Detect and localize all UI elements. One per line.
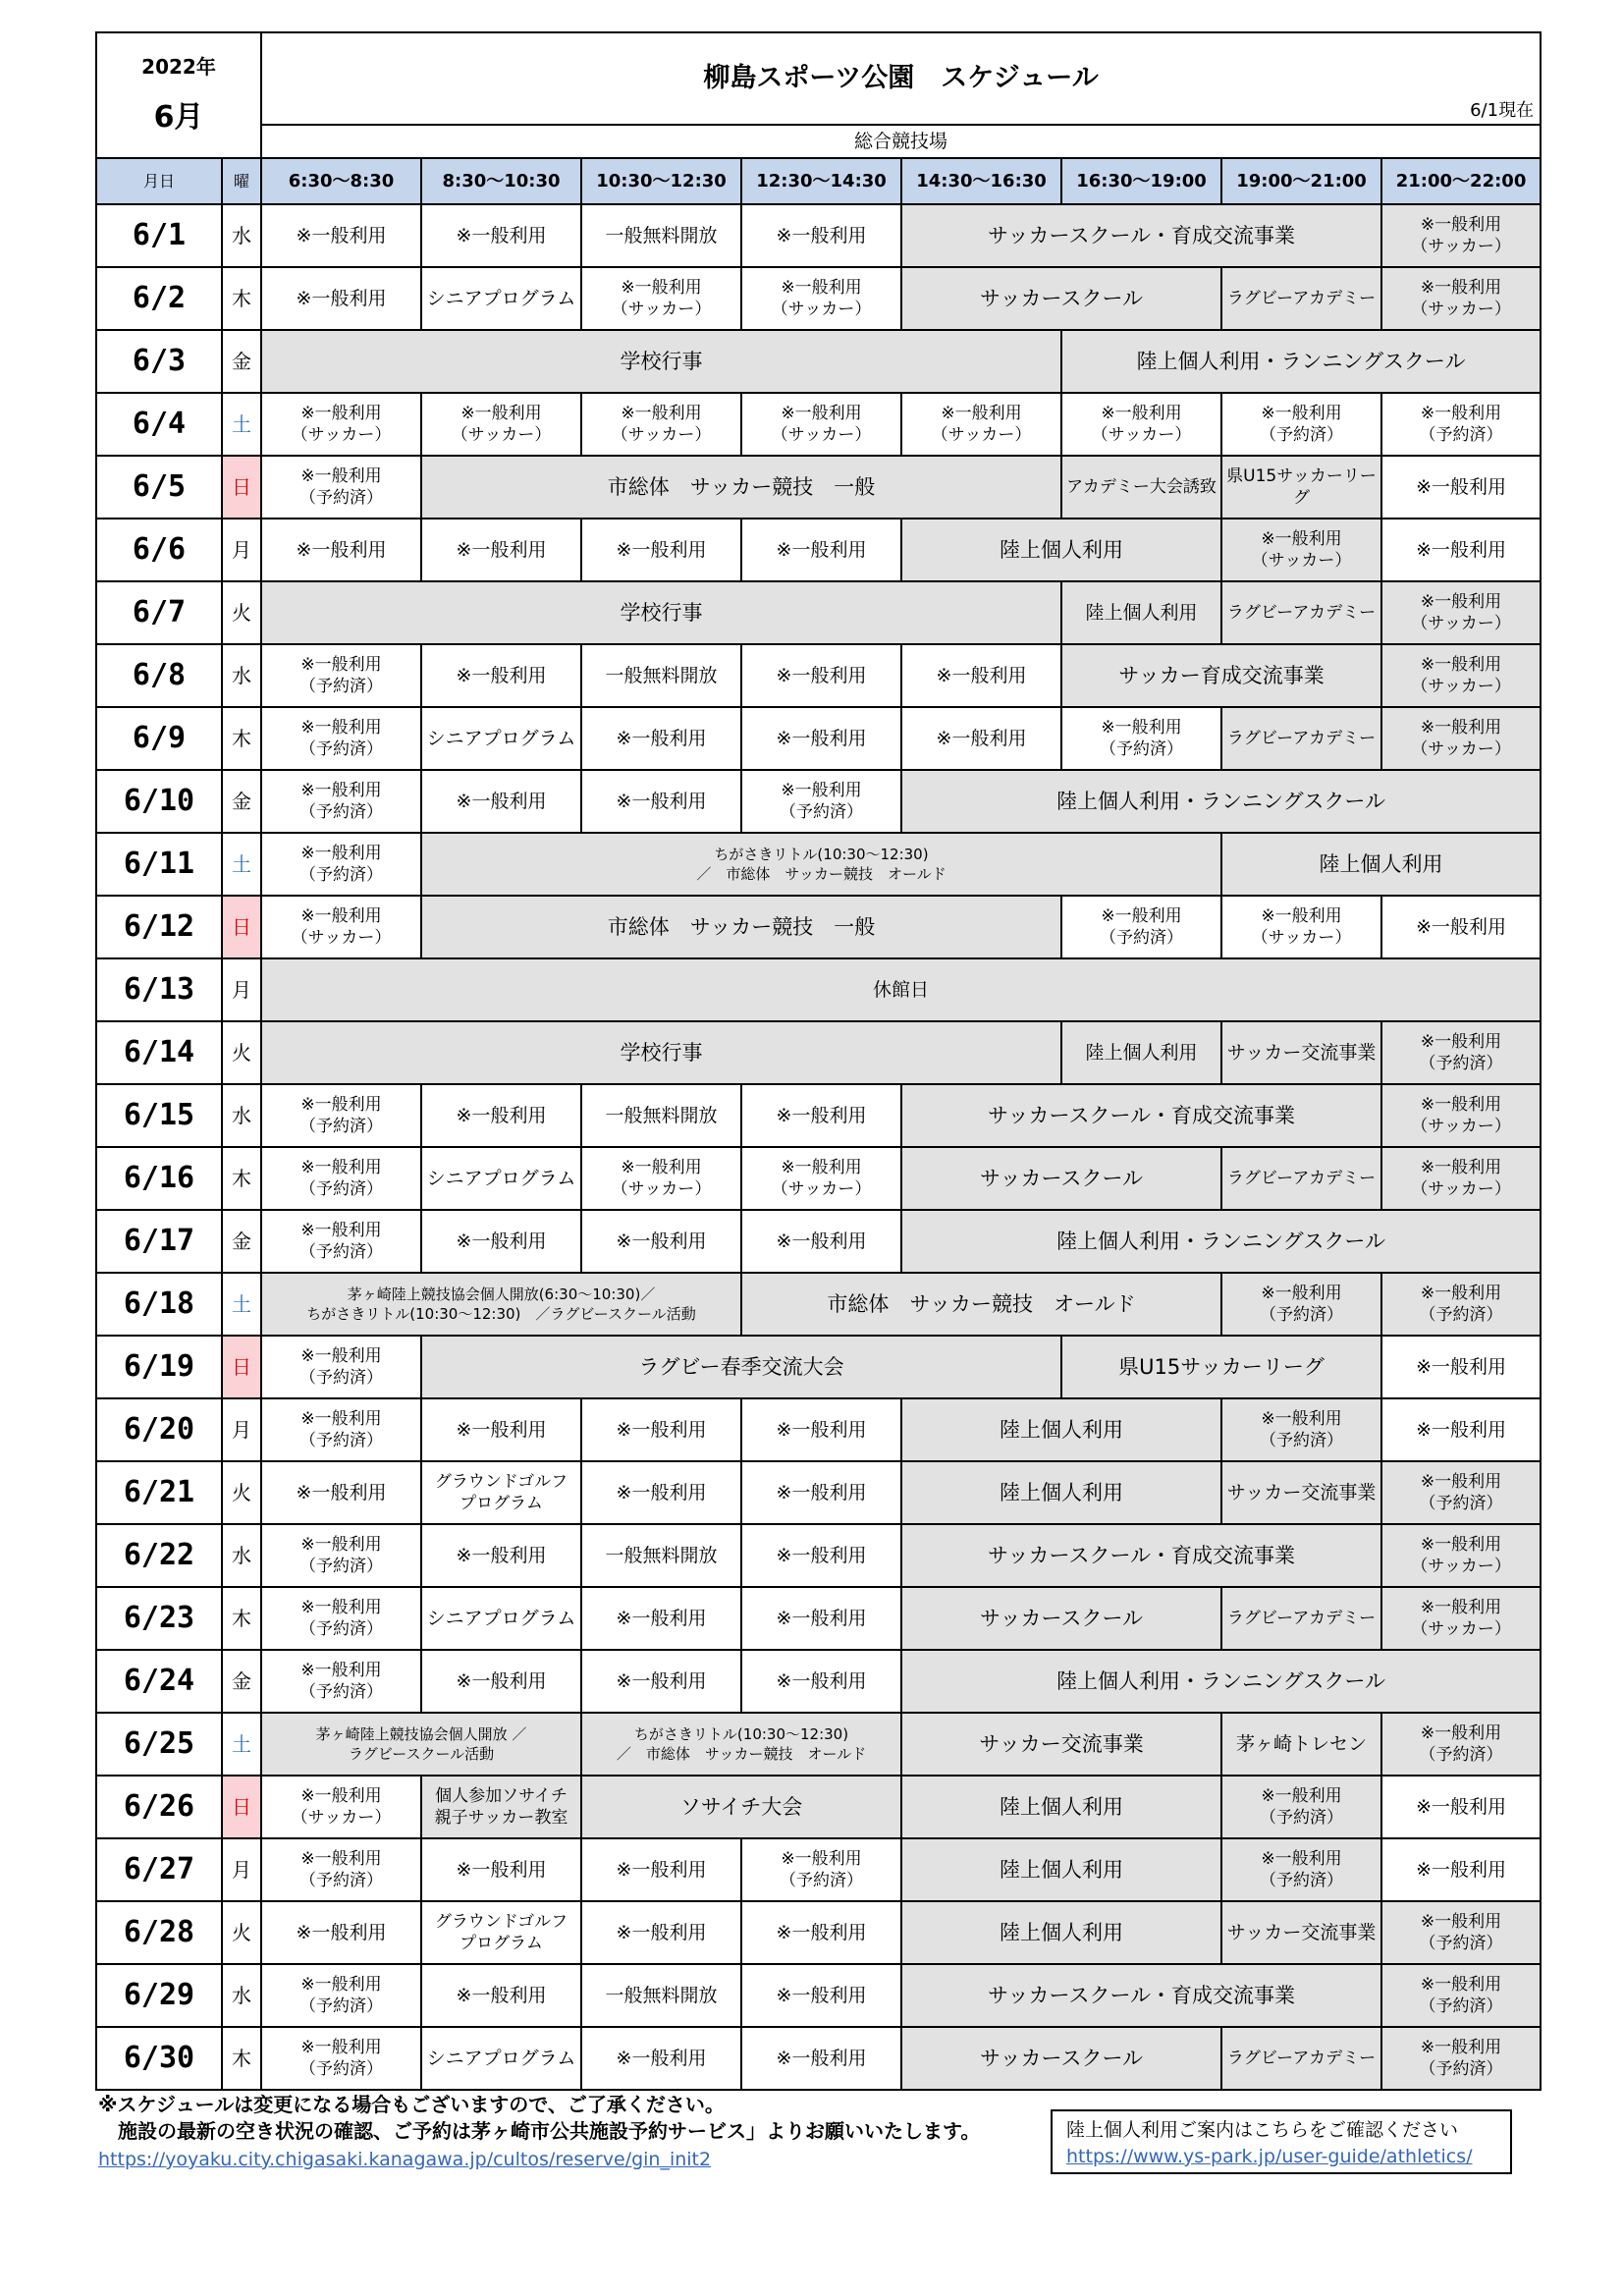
schedule-cell: ※一般利用 （サッカー） — [1381, 707, 1541, 770]
schedule-cell: 学校行事 — [261, 1021, 1061, 1084]
schedule-cell: ※一般利用 （予約済） — [1221, 393, 1381, 456]
table-row — [96, 1021, 1541, 1084]
weekday-cell: 月 — [222, 958, 261, 1021]
schedule-cell: ※一般利用 （予約済） — [1381, 1461, 1541, 1524]
schedule-cell: 陸上個人利用・ランニングスクール — [901, 1650, 1541, 1713]
weekday-cell: 水 — [222, 644, 261, 707]
schedule-cell: ※一般利用 — [1381, 519, 1541, 581]
schedule-cell: ※一般利用 — [261, 267, 421, 330]
schedule-cell: ※一般利用 （予約済） — [261, 1650, 421, 1713]
date-cell: 6/12 — [96, 896, 222, 958]
schedule-cell: ※一般利用 — [581, 770, 741, 833]
schedule-cell: ラグビー春季交流大会 — [421, 1336, 1061, 1398]
schedule-cell: ラグビーアカデミー — [1221, 2027, 1381, 2090]
weekday-cell: 日 — [222, 456, 261, 519]
weekday-cell: 金 — [222, 770, 261, 833]
schedule-cell: ※一般利用 （予約済） — [1381, 2027, 1541, 2090]
date-cell: 6/2 — [96, 267, 222, 330]
schedule-cell: ※一般利用 — [581, 1838, 741, 1901]
schedule-cell: サッカースクール — [901, 1587, 1221, 1650]
date-cell: 6/10 — [96, 770, 222, 833]
schedule-cell: ※一般利用 （予約済） — [261, 456, 421, 519]
col-header-date: 月日 — [96, 158, 222, 204]
schedule-cell: ※一般利用 （サッカー） — [261, 896, 421, 958]
schedule-cell: シニアプログラム — [421, 2027, 581, 2090]
date-cell: 6/27 — [96, 1838, 222, 1901]
col-header-slot: 10:30～12:30 — [581, 158, 741, 204]
schedule-cell: ※一般利用 — [421, 644, 581, 707]
table-row — [96, 1461, 1541, 1524]
weekday-cell: 日 — [222, 1336, 261, 1398]
weekday-cell: 土 — [222, 393, 261, 456]
schedule-cell: 県U15サッカーリーグ — [1221, 456, 1381, 519]
schedule-cell: ※一般利用 （予約済） — [741, 1838, 901, 1901]
table-row — [96, 330, 1541, 393]
col-header-dow: 曜 — [222, 158, 261, 204]
schedule-cell: ※一般利用 （サッカー） — [1381, 1084, 1541, 1147]
schedule-cell: ※一般利用 （予約済） — [261, 1524, 421, 1587]
schedule-cell: ※一般利用 （サッカー） — [261, 1776, 421, 1838]
schedule-cell: ※一般利用 — [741, 707, 901, 770]
date-cell: 6/30 — [96, 2027, 222, 2090]
athletics-info-link[interactable]: https://www.ys-park.jp/user-guide/athletics/ — [1066, 2146, 1473, 2167]
date-cell: 6/28 — [96, 1901, 222, 1964]
table-row — [96, 833, 1541, 896]
date-cell: 6/19 — [96, 1336, 222, 1398]
schedule-cell: 市総体 サッカー競技 一般 — [421, 896, 1061, 958]
weekday-cell: 日 — [222, 1776, 261, 1838]
schedule-cell: ※一般利用 — [581, 1461, 741, 1524]
schedule-cell: ※一般利用 （予約済） — [1381, 393, 1541, 456]
table-row — [96, 1650, 1541, 1713]
schedule-cell: ※一般利用 — [901, 644, 1061, 707]
table-row — [96, 2027, 1541, 2090]
schedule-cell: ※一般利用 — [1381, 1336, 1541, 1398]
weekday-cell: 火 — [222, 1901, 261, 1964]
table-row — [96, 896, 1541, 958]
weekday-cell: 木 — [222, 1147, 261, 1210]
schedule-cell: ※一般利用 （予約済） — [1061, 707, 1221, 770]
table-row — [96, 1838, 1541, 1901]
schedule-cell: 陸上個人利用 — [901, 1901, 1221, 1964]
table-row — [96, 456, 1541, 519]
date-cell: 6/20 — [96, 1398, 222, 1461]
schedule-cell: ※一般利用 — [741, 1398, 901, 1461]
schedule-cell: 休館日 — [261, 958, 1541, 1021]
schedule-cell: サッカー育成交流事業 — [1061, 644, 1381, 707]
schedule-cell: ※一般利用 （予約済） — [261, 1838, 421, 1901]
schedule-cell: ※一般利用 （予約済） — [261, 1336, 421, 1398]
date-cell: 6/23 — [96, 1587, 222, 1650]
schedule-cell: ※一般利用 — [1381, 1776, 1541, 1838]
schedule-cell: ※一般利用 — [261, 1901, 421, 1964]
schedule-cell: ※一般利用 — [581, 1398, 741, 1461]
schedule-cell: 個人参加ソサイチ 親子サッカー教室 — [421, 1776, 581, 1838]
table-row — [96, 1147, 1541, 1210]
schedule-cell: ※一般利用 — [1381, 1838, 1541, 1901]
schedule-cell: ※一般利用 — [581, 1650, 741, 1713]
title-cell — [261, 32, 1541, 125]
schedule-cell: ※一般利用 — [261, 1461, 421, 1524]
schedule-cell: ※一般利用 （予約済） — [261, 1210, 421, 1273]
table-row — [96, 519, 1541, 581]
schedule-cell: 学校行事 — [261, 581, 1061, 644]
table-row — [96, 1901, 1541, 1964]
schedule-cell: ※一般利用 （サッカー） — [741, 393, 901, 456]
schedule-cell: ※一般利用 （サッカー） — [1381, 1524, 1541, 1587]
schedule-cell: ソサイチ大会 — [581, 1776, 901, 1838]
weekday-cell: 木 — [222, 707, 261, 770]
schedule-cell: ※一般利用 （予約済） — [261, 1398, 421, 1461]
schedule-cell: サッカースクール — [901, 1147, 1221, 1210]
date-cell: 6/3 — [96, 330, 222, 393]
date-cell: 6/25 — [96, 1713, 222, 1776]
schedule-cell: 市総体 サッカー競技 オールド — [741, 1273, 1221, 1336]
schedule-cell: ※一般利用 — [581, 1901, 741, 1964]
schedule-cell: ※一般利用 — [581, 519, 741, 581]
date-cell: 6/6 — [96, 519, 222, 581]
schedule-cell: ※一般利用 （予約済） — [261, 644, 421, 707]
note-change: ※スケジュールは変更になる場合もございますので、ご了承ください。 — [98, 2093, 725, 2116]
schedule-cell: ※一般利用 — [421, 1964, 581, 2027]
schedule-cell: 陸上個人利用・ランニングスクール — [901, 1210, 1541, 1273]
schedule-cell: ※一般利用 （予約済） — [261, 1084, 421, 1147]
schedule-cell: サッカースクール・育成交流事業 — [901, 1964, 1381, 2027]
schedule-cell: ※一般利用 （サッカー） — [1221, 896, 1381, 958]
schedule-cell: シニアプログラム — [421, 267, 581, 330]
schedule-cell: シニアプログラム — [421, 707, 581, 770]
weekday-cell: 月 — [222, 519, 261, 581]
schedule-cell: 一般無料開放 — [581, 644, 741, 707]
table-row — [96, 770, 1541, 833]
schedule-cell: シニアプログラム — [421, 1147, 581, 1210]
schedule-cell: ちがさきリトル(10:30～12:30) ／ 市総体 サッカー競技 オールド — [581, 1713, 901, 1776]
table-row — [96, 1713, 1541, 1776]
schedule-cell: ※一般利用 （サッカー） — [741, 1147, 901, 1210]
schedule-cell: ※一般利用 — [421, 519, 581, 581]
weekday-cell: 土 — [222, 1273, 261, 1336]
schedule-cell: ※一般利用 — [421, 770, 581, 833]
date-cell: 6/18 — [96, 1273, 222, 1336]
date-cell: 6/24 — [96, 1650, 222, 1713]
weekday-cell: 木 — [222, 2027, 261, 2090]
date-cell: 6/5 — [96, 456, 222, 519]
schedule-cell: 茅ヶ崎陸上競技協会個人開放 ／ ラグビースクール活動 — [261, 1713, 581, 1776]
schedule-cell: 陸上個人利用 — [901, 519, 1221, 581]
schedule-cell: 陸上個人利用・ランニングスクール — [1061, 330, 1541, 393]
schedule-cell: ※一般利用 — [741, 1650, 901, 1713]
schedule-cell: ※一般利用 （サッカー） — [1381, 204, 1541, 267]
schedule-cell: ※一般利用 — [261, 204, 421, 267]
schedule-cell: ※一般利用 （サッカー） — [741, 267, 901, 330]
schedule-cell: ※一般利用 — [421, 1650, 581, 1713]
note-reserve: 施設の最新の空き状況の確認、ご予約は茅ヶ崎市公共施設予約サービス」よりお願いいたします。 — [98, 2119, 981, 2143]
schedule-cell: 茅ヶ崎陸上競技協会個人開放(6:30～10:30)／ ちがさきリトル(10:30～12:30) ／ラグビースクール活動 — [261, 1273, 741, 1336]
table-row — [96, 204, 1541, 267]
weekday-cell: 火 — [222, 1021, 261, 1084]
venue-name: 総合競技場 — [261, 125, 1541, 158]
schedule-cell: 陸上個人利用 — [1221, 833, 1541, 896]
weekday-cell: 日 — [222, 896, 261, 958]
schedule-cell: サッカースクール・育成交流事業 — [901, 204, 1381, 267]
weekday-cell: 金 — [222, 1650, 261, 1713]
schedule-cell: ※一般利用 — [421, 204, 581, 267]
weekday-cell: 土 — [222, 833, 261, 896]
schedule-cell: ※一般利用 （予約済） — [1061, 896, 1221, 958]
table-row — [96, 1524, 1541, 1587]
table-row — [96, 644, 1541, 707]
col-header-slot: 19:00～21:00 — [1221, 158, 1381, 204]
table-row — [96, 1964, 1541, 2027]
schedule-cell: シニアプログラム — [421, 1587, 581, 1650]
schedule-cell: ※一般利用 （予約済） — [261, 1964, 421, 2027]
table-row — [96, 1776, 1541, 1838]
schedule-cell: ※一般利用 （予約済） — [1381, 1021, 1541, 1084]
schedule-cell: サッカースクール・育成交流事業 — [901, 1524, 1381, 1587]
col-header-slot: 8:30～10:30 — [421, 158, 581, 204]
table-row — [96, 1084, 1541, 1147]
schedule-cell: ラグビーアカデミー — [1221, 1587, 1381, 1650]
date-cell: 6/29 — [96, 1964, 222, 2027]
table-row — [96, 1587, 1541, 1650]
schedule-cell: ※一般利用 — [581, 1587, 741, 1650]
table-row — [96, 267, 1541, 330]
schedule-cell: ※一般利用 — [1381, 456, 1541, 519]
schedule-cell: ※一般利用 （サッカー） — [261, 393, 421, 456]
schedule-cell: グラウンドゴルフ プログラム — [421, 1901, 581, 1964]
table-row — [96, 958, 1541, 1021]
date-cell: 6/11 — [96, 833, 222, 896]
weekday-cell: 金 — [222, 1210, 261, 1273]
schedule-cell: 一般無料開放 — [581, 1964, 741, 2027]
schedule-table — [95, 31, 1542, 2091]
schedule-cell: ラグビーアカデミー — [1221, 707, 1381, 770]
weekday-cell: 月 — [222, 1838, 261, 1901]
schedule-cell: ※一般利用 — [581, 707, 741, 770]
schedule-cell: ※一般利用 （予約済） — [1221, 1398, 1381, 1461]
schedule-cell: ※一般利用 （サッカー） — [1221, 519, 1381, 581]
schedule-cell: ※一般利用 （予約済） — [261, 2027, 421, 2090]
schedule-cell: ※一般利用 （予約済） — [1221, 1273, 1381, 1336]
year-label: 2022年 — [141, 55, 216, 79]
schedule-cell: ※一般利用 （予約済） — [1381, 1273, 1541, 1336]
schedule-cell: ※一般利用 （予約済） — [261, 833, 421, 896]
schedule-cell: ※一般利用 — [741, 1587, 901, 1650]
schedule-cell: 陸上個人利用 — [901, 1461, 1221, 1524]
schedule-cell: 茅ヶ崎トレセン — [1221, 1713, 1381, 1776]
date-cell: 6/8 — [96, 644, 222, 707]
schedule-cell: 一般無料開放 — [581, 1084, 741, 1147]
schedule-cell: ※一般利用 — [421, 1524, 581, 1587]
schedule-cell: 学校行事 — [261, 330, 1061, 393]
table-row — [96, 1210, 1541, 1273]
schedule-cell: ※一般利用 — [1381, 1398, 1541, 1461]
weekday-cell: 金 — [222, 330, 261, 393]
weekday-cell: 水 — [222, 1964, 261, 2027]
schedule-cell: ※一般利用 — [741, 1901, 901, 1964]
schedule-cell: アカデミー大会誘致 — [1061, 456, 1221, 519]
table-row — [96, 707, 1541, 770]
schedule-cell: ※一般利用 （予約済） — [1381, 1901, 1541, 1964]
schedule-cell: ※一般利用 （サッカー） — [1381, 1587, 1541, 1650]
schedule-cell: ※一般利用 （サッカー） — [1061, 393, 1221, 456]
date-cell: 6/26 — [96, 1776, 222, 1838]
schedule-cell: ※一般利用 （予約済） — [1221, 1838, 1381, 1901]
schedule-cell: 陸上個人利用 — [1061, 1021, 1221, 1084]
schedule-cell: ※一般利用 （予約済） — [1381, 1964, 1541, 2027]
date-cell: 6/17 — [96, 1210, 222, 1273]
schedule-cell: ※一般利用 — [741, 1084, 901, 1147]
year-month-cell — [96, 32, 261, 158]
notes — [98, 2092, 980, 2145]
schedule-cell: ※一般利用 （サッカー） — [1381, 581, 1541, 644]
schedule-cell: ※一般利用 — [741, 204, 901, 267]
date-cell: 6/14 — [96, 1021, 222, 1084]
schedule-cell: ※一般利用 （予約済） — [741, 770, 901, 833]
weekday-cell: 月 — [222, 1398, 261, 1461]
date-cell: 6/13 — [96, 958, 222, 1021]
schedule-cell: ※一般利用 — [901, 707, 1061, 770]
table-row — [96, 393, 1541, 456]
schedule-cell: ※一般利用 — [741, 519, 901, 581]
schedule-cell: ※一般利用 — [741, 644, 901, 707]
weekday-cell: 水 — [222, 204, 261, 267]
col-header-slot: 12:30～14:30 — [741, 158, 901, 204]
schedule-cell: グラウンドゴルフ プログラム — [421, 1461, 581, 1524]
schedule-cell: ※一般利用 （予約済） — [261, 707, 421, 770]
schedule-cell: 陸上個人利用 — [901, 1838, 1221, 1901]
schedule-cell: ※一般利用 （サッカー） — [901, 393, 1061, 456]
schedule-cell: ※一般利用 （予約済） — [261, 770, 421, 833]
date-cell: 6/21 — [96, 1461, 222, 1524]
schedule-cell: ※一般利用 — [421, 1838, 581, 1901]
weekday-cell: 水 — [222, 1524, 261, 1587]
schedule-cell: ※一般利用 — [741, 1210, 901, 1273]
schedule-cell: ※一般利用 — [741, 1964, 901, 2027]
table-row — [96, 1336, 1541, 1398]
schedule-cell: ※一般利用 — [261, 519, 421, 581]
schedule-cell: ※一般利用 （予約済） — [261, 1587, 421, 1650]
schedule-cell: ラグビーアカデミー — [1221, 267, 1381, 330]
month-label: 6月 — [153, 100, 204, 135]
schedule-cell: ※一般利用 — [421, 1398, 581, 1461]
athletics-info-text: 陸上個人利用ご案内はこちらをご確認ください — [1066, 2119, 1459, 2141]
schedule-cell: ※一般利用 （サッカー） — [1381, 267, 1541, 330]
schedule-cell: 県U15サッカーリーグ — [1061, 1336, 1381, 1398]
col-header-slot: 16:30～19:00 — [1061, 158, 1221, 204]
date-cell: 6/16 — [96, 1147, 222, 1210]
table-row — [96, 1273, 1541, 1336]
date-cell: 6/22 — [96, 1524, 222, 1587]
schedule-cell: サッカースクール・育成交流事業 — [901, 1084, 1381, 1147]
schedule-cell: 陸上個人利用 — [901, 1398, 1221, 1461]
page-title: 柳島スポーツ公園 スケジュール — [703, 63, 1099, 94]
schedule-cell: サッカー交流事業 — [1221, 1021, 1381, 1084]
date-cell: 6/4 — [96, 393, 222, 456]
schedule-cell: 陸上個人利用 — [901, 1776, 1221, 1838]
weekday-cell: 水 — [222, 1084, 261, 1147]
schedule-cell: ※一般利用 （サッカー） — [581, 267, 741, 330]
schedule-cell: サッカー交流事業 — [1221, 1461, 1381, 1524]
schedule-cell: ※一般利用 — [741, 1524, 901, 1587]
schedule-cell: ※一般利用 （サッカー） — [581, 393, 741, 456]
schedule-cell: サッカー交流事業 — [901, 1713, 1221, 1776]
weekday-cell: 火 — [222, 581, 261, 644]
schedule-cell: 陸上個人利用 — [1061, 581, 1221, 644]
schedule-cell: ※一般利用 — [581, 2027, 741, 2090]
schedule-cell: 市総体 サッカー競技 一般 — [421, 456, 1061, 519]
schedule-cell: 陸上個人利用・ランニングスクール — [901, 770, 1541, 833]
schedule-cell: サッカースクール — [901, 267, 1221, 330]
date-cell: 6/9 — [96, 707, 222, 770]
schedule-cell: ※一般利用 （サッカー） — [1381, 644, 1541, 707]
date-cell: 6/1 — [96, 204, 222, 267]
weekday-cell: 木 — [222, 1587, 261, 1650]
schedule-cell: 一般無料開放 — [581, 204, 741, 267]
schedule-cell: ※一般利用 （予約済） — [1221, 1776, 1381, 1838]
schedule-cell: 一般無料開放 — [581, 1524, 741, 1587]
schedule-cell: ※一般利用 （サッカー） — [1381, 1147, 1541, 1210]
schedule-cell: ※一般利用 （サッカー） — [581, 1147, 741, 1210]
schedule-cell: ※一般利用 — [581, 1210, 741, 1273]
col-header-slot: 21:00～22:00 — [1381, 158, 1541, 204]
col-header-slot: 14:30～16:30 — [901, 158, 1061, 204]
schedule-cell: ラグビーアカデミー — [1221, 581, 1381, 644]
schedule-cell: ※一般利用 — [741, 2027, 901, 2090]
schedule-cell: ※一般利用 （予約済） — [261, 1147, 421, 1210]
schedule-cell: ※一般利用 （予約済） — [1381, 1713, 1541, 1776]
schedule-cell: サッカー交流事業 — [1221, 1901, 1381, 1964]
as-of-date: 6/1現在 — [1470, 100, 1535, 122]
weekday-cell: 土 — [222, 1713, 261, 1776]
weekday-cell: 木 — [222, 267, 261, 330]
athletics-info-box — [1051, 2109, 1512, 2174]
schedule-cell: ※一般利用 （サッカー） — [421, 393, 581, 456]
table-row — [96, 581, 1541, 644]
col-header-slot: 6:30～8:30 — [261, 158, 421, 204]
schedule-cell: ※一般利用 — [741, 1461, 901, 1524]
schedule-cell: ※一般利用 — [1381, 896, 1541, 958]
schedule-cell: ちがさきリトル(10:30～12:30) ／ 市総体 サッカー競技 オールド — [421, 833, 1221, 896]
date-cell: 6/7 — [96, 581, 222, 644]
date-cell: 6/15 — [96, 1084, 222, 1147]
table-row — [96, 1398, 1541, 1461]
schedule-cell: サッカースクール — [901, 2027, 1221, 2090]
weekday-cell: 火 — [222, 1461, 261, 1524]
schedule-cell: ラグビーアカデミー — [1221, 1147, 1381, 1210]
reservation-link[interactable]: https://yoyaku.city.chigasaki.kanagawa.jp/cultos/reserve/gin_init2 — [98, 2149, 712, 2170]
schedule-cell: ※一般利用 — [421, 1084, 581, 1147]
schedule-cell: ※一般利用 — [421, 1210, 581, 1273]
